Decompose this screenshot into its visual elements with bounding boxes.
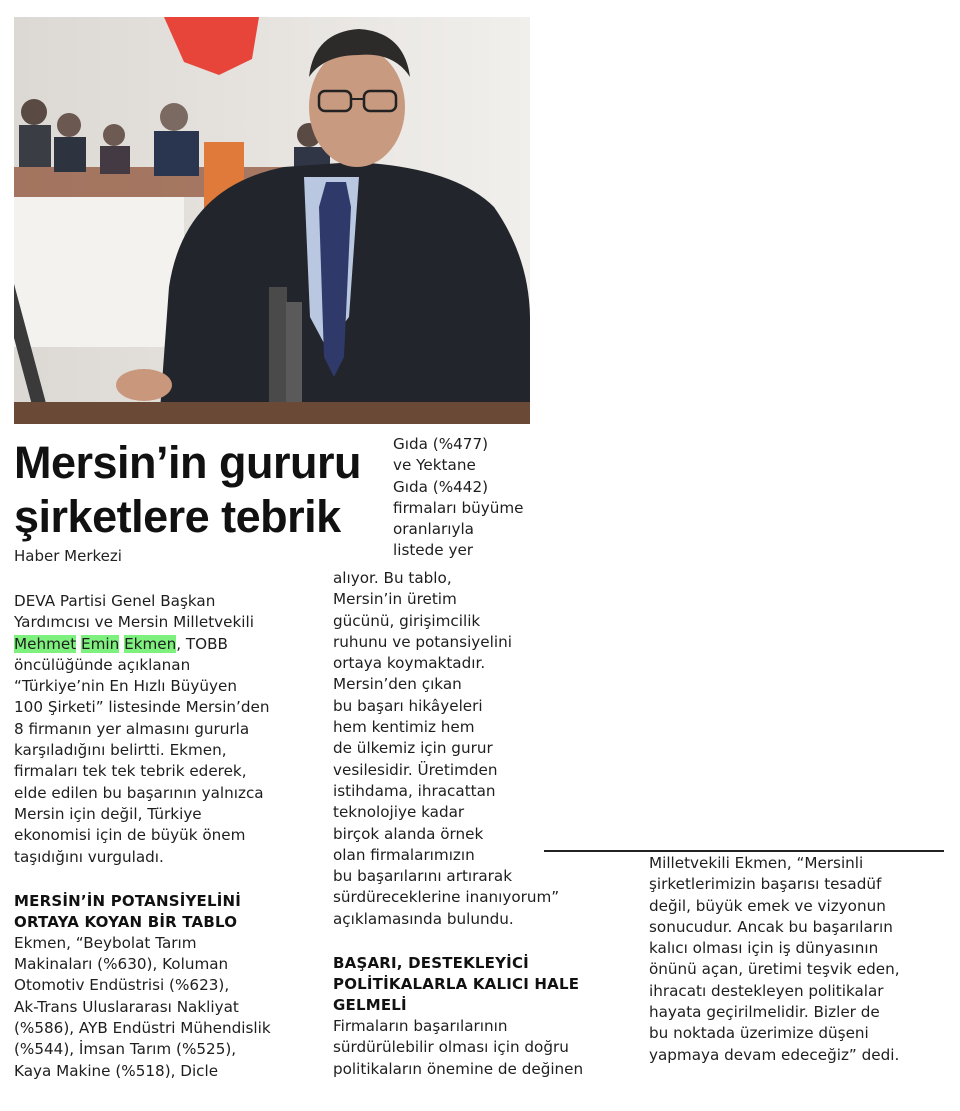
text-line <box>14 634 314 655</box>
text-line: Otomotiv Endüstrisi (%623), <box>14 976 230 995</box>
subheading <box>333 953 618 1016</box>
text-line: hayata geçirilmelidir. Bizler de <box>649 1003 880 1022</box>
text-line: de ülkemiz için gurur <box>333 739 493 758</box>
subheading-line: BAŞARI, DESTEKLEYİCİ <box>333 954 529 973</box>
text-line: Kaya Makine (%518), Dicle <box>14 1061 219 1080</box>
text-line: bu başarılarını artırarak <box>333 867 513 886</box>
highlighted-name: Mehmet <box>14 634 77 653</box>
text-line: bu başarı hikâyeleri <box>333 696 483 715</box>
subheading-line: POLİTİKALARLA KALICI HALE <box>333 975 580 994</box>
text-line: sürdürülebilir olması için doğru <box>333 1038 569 1057</box>
text-line: öncülüğünde açıklanan <box>14 655 191 674</box>
text-line: DEVA Partisi Genel Başkan <box>14 592 216 610</box>
column-2-top <box>393 434 553 562</box>
headline <box>14 436 384 544</box>
column-3 <box>649 853 949 1066</box>
text-line: önünü açan, üretimi teşvik eden, <box>649 960 900 979</box>
text-line: bu noktada üzerimize düşeni <box>649 1024 869 1043</box>
text-line: elde edilen bu başarının yalnızca <box>14 783 264 802</box>
subheading-line: ORTAYA KOYAN BİR TABLO <box>14 912 238 931</box>
paragraph <box>14 933 314 1082</box>
text-line: Ak-Trans Uluslararası Nakliyat <box>14 997 239 1016</box>
text-line: 100 Şirketi” listesinde Mersin’den <box>14 698 270 717</box>
text-line: birçok alanda örnek <box>333 824 484 843</box>
text-line: Mersin’den çıkan <box>333 675 462 694</box>
text-line: Ekmen, “Beybolat Tarım <box>14 933 197 952</box>
text-fragment: , TOBB <box>176 634 228 653</box>
text-line: ortaya koymaktadır. <box>333 654 486 673</box>
text-line: ihracatı destekleyen politikalar <box>649 981 884 1000</box>
text-line: Mersin için değil, Türkiye <box>14 804 202 823</box>
text-line: Firmaların başarılarının <box>333 1017 508 1036</box>
text-line: yapmaya devam edeceğiz” dedi. <box>649 1045 900 1064</box>
byline: Haber Merkezi <box>14 547 122 565</box>
paragraph <box>333 568 618 930</box>
text-line: Mersin’in üretim <box>333 590 457 609</box>
highlighted-name: Ekmen <box>124 634 177 653</box>
headline-line: Mersin’in gururu <box>14 437 362 488</box>
paragraph <box>649 853 949 1066</box>
text-line: sonucudur. Ancak bu başarıların <box>649 917 893 936</box>
text-line: Makinaları (%630), Koluman <box>14 955 229 974</box>
column-2 <box>333 568 618 1080</box>
text-line: ekonomisi için de büyük önem <box>14 826 246 845</box>
headline-line: şirketlere tebrik <box>14 491 341 542</box>
text-line: ruhunu ve potansiyelini <box>333 632 512 651</box>
text-line: “Türkiye’nin En Hızlı Büyüyen <box>14 677 237 696</box>
text-line: karşıladığını belirtti. Ekmen, <box>14 741 227 760</box>
text-line: istihdama, ihracattan <box>333 781 496 800</box>
text-line: oranlarıyla <box>393 520 474 539</box>
text-line: Gıda (%442) <box>393 477 489 496</box>
text-line: hem kentimiz hem <box>333 718 475 737</box>
column-1 <box>14 591 314 1082</box>
text-line: teknolojiye kadar <box>333 803 465 822</box>
speaker-photo-illustration <box>14 17 530 424</box>
subheading <box>14 891 314 933</box>
paragraph <box>333 1016 618 1080</box>
text-line: firmaları büyüme <box>393 498 524 517</box>
text-line: alıyor. Bu tablo, <box>333 569 452 587</box>
text-line: vesilesidir. Üretimden <box>333 760 498 779</box>
text-line: Milletvekili Ekmen, “Mersinli <box>649 854 864 872</box>
text-line: taşıdığını vurguladı. <box>14 847 164 866</box>
text-line: değil, büyük emek ve vizyonun <box>649 896 886 915</box>
highlighted-name: Emin <box>81 634 120 653</box>
text-line: (%544), İmsan Tarım (%525), <box>14 1040 237 1059</box>
text-line: şirketlerimizin başarısı tesadüf <box>649 875 882 894</box>
text-line: listede yer <box>393 541 474 560</box>
text-line: açıklamasında bulundu. <box>333 909 514 928</box>
text-line: (%586), AYB Endüstri Mühendislik <box>14 1019 271 1038</box>
text-line: kalıcı olması için iş dünyasının <box>649 939 879 958</box>
paragraph <box>14 591 314 868</box>
text-line: gücünü, girişimcilik <box>333 611 481 630</box>
text-line: firmaları tek tek tebrik ederek, <box>14 762 247 781</box>
text-line: Yardımcısı ve Mersin Milletvekili <box>14 613 254 632</box>
subheading-line: GELMELİ <box>333 996 407 1015</box>
subheading-line: MERSİN’İN POTANSİYELİNİ <box>14 891 242 910</box>
text-line: sürdüreceklerine inanıyorum” <box>333 888 560 907</box>
text-line: Gıda (%477) <box>393 435 489 453</box>
column-divider <box>544 850 944 852</box>
text-line: olan firmalarımızın <box>333 845 475 864</box>
text-line: politikaların önemine de değinen <box>333 1059 584 1078</box>
article-photo <box>14 17 530 424</box>
text-line: 8 firmanın yer almasını gururla <box>14 719 250 738</box>
text-line: ve Yektane <box>393 456 476 475</box>
